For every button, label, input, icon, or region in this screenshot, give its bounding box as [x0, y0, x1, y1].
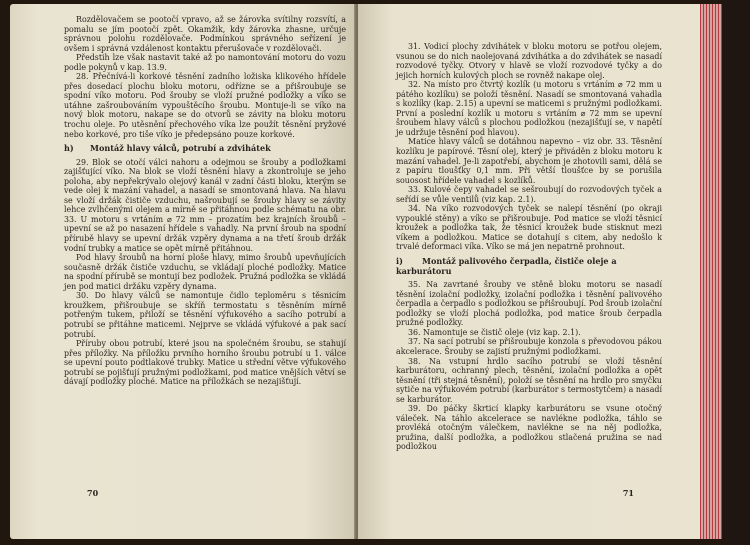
paragraph: 38. Na vstupní hrdlo sacího potrubí se vloží těsnění karburátoru, ochranný plech, těsnění, izolační podložka a opět těsnění (tři stejná těsnění), položí se těsnění na hrdlo pro smyčku sytiče na výfukovém potrubí (karburátor s termostytčem) a nasadí se karburátor.: [396, 356, 662, 404]
paragraph: 37. Na sací potrubí se přišroubuje konzola s převodovou pákou akcelerace. Šrouby se zajistí pružnými podložkami.: [396, 337, 662, 356]
paragraph: 30. Do hlavy válců se namontuje čidlo teploměru s těsnicím kroužkem, přišroubuje se skříň termostatu s těsněním mírně potřeným tukem, přiloží se těsnění výfukového a sacího potrubí a potrubí se přitáhne maticemi. Nejprve se vkládá výfukové a pak sací potrubí.: [64, 291, 346, 339]
left-page-body: [64, 15, 346, 387]
paragraph: 32. Na místo pro čtvrtý kozlík (u motoru s vrtáním ⌀ 72 mm u pátého kozlíku) se položí těsnění. Nasadí se smontovaná vahadla s kozlíky (kap. 2.15) a upevní se maticemi s pružnými podložkami. První a poslední kozlík u motoru s vrtáním ⌀ 72 mm se upevní šroubem hlavy válců s plochou podložkou (nezajišťují se, v napětí je udržuje těsnění pod hlavou).: [396, 80, 662, 137]
paragraph: Příruby obou potrubí, které jsou na společném šroubu, se stahují přes příložky. Na příložku prvního horního šroubu potrubí u 1. válce se upevní pouto podtlakové trubky. Matice u střední větve výfukového potrubí se pojišťují pružnými podložkami, pod matice vnějších větví se dávají podložky ploché. Matice na příložkách se nezajišťují.: [64, 339, 346, 387]
right-page-body: [396, 42, 662, 452]
page-number: 71: [622, 488, 634, 499]
right-page: [358, 4, 700, 539]
paragraph: 31. Vodicí plochy zdvihátek v bloku motoru se potřou olejem, vsunou se do nich naolejovaná zdvihátka a do zdvihátek se nasadí rozvodové tyčky. Otvory v hlavě se vloží rozvodové tyčky a do jejich horních kulových ploch se rovněž nakape olej.: [396, 42, 662, 80]
page-edges: [700, 4, 722, 539]
paragraph: 33. Kulové čepy vahadel se sešroubují do rozvodových tyček a seřídí se vůle ventilů (viz kap. 2.1).: [396, 185, 662, 204]
paragraph: 28. Přečnívá-li korkové těsnění zadního ložiska klikového hřídele přes dosedací plochu bloku motoru, odřízne se a přišroubuje se spodní víko motoru. Pod šrouby se vloží pružné podložky a víko se utáhne zašroubováním vypouštěcího šroubu. Montuje-li se víko na nový blok motoru, nakape se do otvorů se závity na bloku motoru trochu oleje. Po utěsnění přechového víka lze použít těsnění pryžové nebo korkové, pro tiše víko je předepsáno pouze korkové.: [64, 72, 346, 139]
paragraph: 39. Do páčky škrticí klapky karburátoru se vsune otočný váleček. Na táhlo akcelerace se navlékne podložka, táhlo se provléká otočným válečkem, navlékne se na něj podložka, pružina, další podložka, a podložkou stlačená pružina se nad podložkou: [396, 404, 662, 452]
section-heading: [396, 257, 662, 276]
page-number: 70: [87, 488, 99, 499]
section-heading: [64, 144, 346, 154]
paragraph: 34. Na víko rozvodových tyček se nalepí těsnění (po okraji vypouklé stěny) a víko se přišroubuje. Pod matice se vloží těsnicí kroužek a podložka tak, že těsnicí kroužek bude stisknut mezi víkem a podložkou. Matice se dotahují s citem, aby nedošlo k trvalé deformaci víka. Víko se má jen nepatrně prohnout.: [396, 204, 662, 252]
paragraph: Pod hlavy šroubů na horní ploše hlavy, mimo šroubů upevňujících současně držák čističe vzduchu, se vkládají ploché podložky. Matice na spodní přírubě se montují bez podložek. Pružná podložka se vkládá jen pod matici držáku vzpěry dynama.: [64, 253, 346, 291]
book-cover-edge: [722, 0, 750, 545]
paragraph: 36. Namontuje se čistič oleje (viz kap. 2.1).: [408, 327, 581, 337]
section-title: Montáž palivového čerpadla, čističe oleje a karburátoru: [396, 256, 617, 276]
section-title: Montáž hlavy válců, potrubí a zdvihátek: [90, 143, 271, 154]
left-page: [10, 4, 356, 539]
section-letter: h): [64, 143, 74, 154]
paragraph: 35. Na zavrtané šrouby ve stěně bloku motoru se nasadí těsnění izolační podložky, izolační podložka i těsnění palivového čerpadla a čerpadlo s podložkou se přišroubují. Pod šroub izolační podložky se vloží plochá podložka, pod matice šroub čerpadla pružné podložky.: [396, 280, 662, 328]
paragraph: Předstih lze však nastavit také až po namontování motoru do vozu podle pokynů v kap. 13.9.: [64, 53, 346, 72]
paragraph: Rozdělovačem se pootočí vpravo, až se žárovka svítilny rozsvítí, a pomalu se jím pootočí zpět. Okamžik, kdy žárovka zhasne, určuje správnou polohu rozdělovače. Podmínkou správného seřízení je ovšem i správná vzdálenost kontaktu přerušovače v rozdělovači.: [64, 15, 346, 53]
paragraph: Matice hlavy válců se dotáhnou napevno – viz obr. 33. Těsnění kozlíku je papírové. Těsní olej, který je přiváděn z bloku motoru k mazání vahadel. Je-li zapotřebí, abychom je zhotovili sami, dělá se z papíru tloušťky 0,1 mm. Při větší tloušťce by se porušila souosost hřídele vahadel s kozlíků.: [396, 137, 662, 185]
paragraph: 29. Blok se otočí válci nahoru a odejmou se šrouby a podložkami zajišťující víko. Na blok se vloží těsnění hlavy a zkontroluje se jeho poloha, aby nepřekrývalo olejový kanál v zadní části bloku, kterým se vede olej k mazání vahadel, a nasadí se smontovaná hlava. Na hlavu se vloží držák čističe vzduchu, našroubují se šrouby hlavy se závity lehce zvlhčenými olejem a mírně se přitáhnou podle schématu na obr. 33. U motoru s vrtáním ⌀ 72 mm – prozatím bez krajních šroubů – upevní se až po nasazení hřídele s vahadly. Na první šroub na spodní přírubě hlavy se upevní držák vzpěry dynama a na třetí šroub držák vodní trubky a matice se opět mírně přitáhnou.: [64, 157, 346, 253]
section-letter: i): [396, 256, 403, 267]
